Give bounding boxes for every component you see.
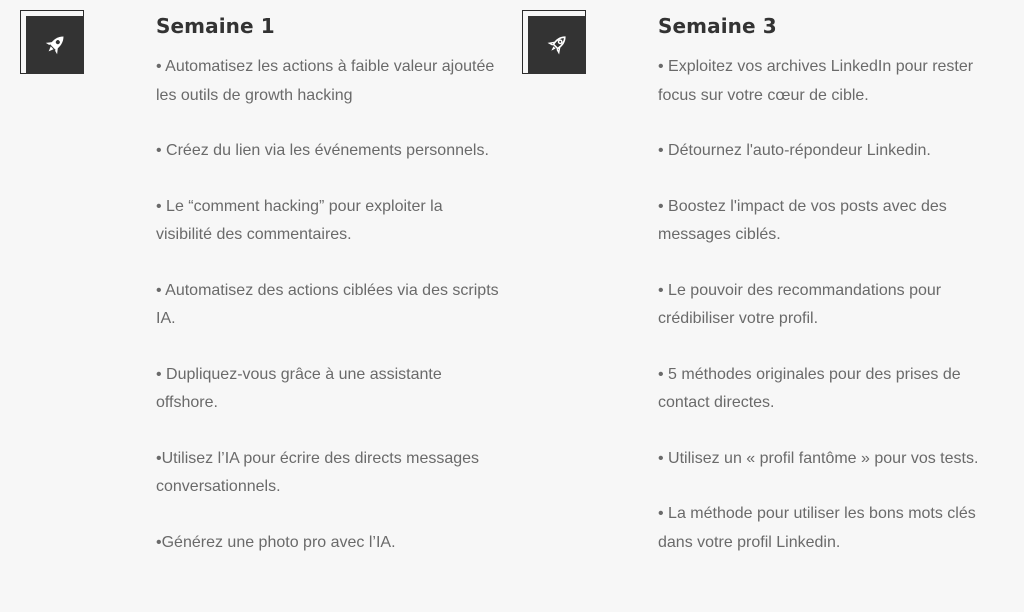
list-item: • Le “comment hacking” pour exploiter la visibilité des commentaires. bbox=[156, 197, 443, 243]
list-item: • Détournez l'auto-répondeur Linkedin. bbox=[658, 142, 931, 159]
week-1-icon-box bbox=[20, 10, 84, 74]
list-item: •Générez une photo pro avec l’IA. bbox=[156, 533, 396, 551]
list-item: •Utilisez l’IA pour écrire des directs messages conversationnels. bbox=[156, 449, 480, 495]
week-3-list bbox=[658, 53, 1003, 557]
week-1-content bbox=[156, 0, 501, 584]
list-item: • Utilisez un « profil fantôme » pour vos tests. bbox=[658, 449, 979, 467]
list-item: • La méthode pour utiliser les bons mots clés dans votre profil Linkedin. bbox=[658, 505, 976, 551]
week-1-title: Semaine 1 bbox=[156, 14, 275, 38]
week-3-content bbox=[658, 0, 1003, 584]
list-item: • Dupliquez-vous grâce à une assistante offshore. bbox=[156, 365, 442, 411]
week-1-list bbox=[156, 53, 501, 557]
rocket-launch-icon bbox=[543, 31, 571, 59]
week-3-title: Semaine 3 bbox=[658, 14, 777, 38]
list-item: • Boostez l'impact de vos posts avec des messages ciblés. bbox=[658, 197, 947, 243]
list-item: • 5 méthodes originales pour des prises de contact directes. bbox=[658, 365, 961, 411]
rocket-icon bbox=[41, 31, 69, 59]
list-item: • Automatisez les actions à faible valeur ajoutée les outils de growth hacking bbox=[156, 58, 495, 104]
list-item: • Automatisez des actions ciblées via des scripts IA. bbox=[156, 281, 499, 327]
list-item: • Exploitez vos archives LinkedIn pour rester focus sur votre cœur de cible. bbox=[658, 58, 974, 104]
list-item: • Créez du lien via les événements personnels. bbox=[156, 142, 489, 159]
list-item: • Le pouvoir des recommandations pour crédibiliser votre profil. bbox=[658, 281, 942, 327]
week-3-icon-box bbox=[522, 10, 586, 74]
